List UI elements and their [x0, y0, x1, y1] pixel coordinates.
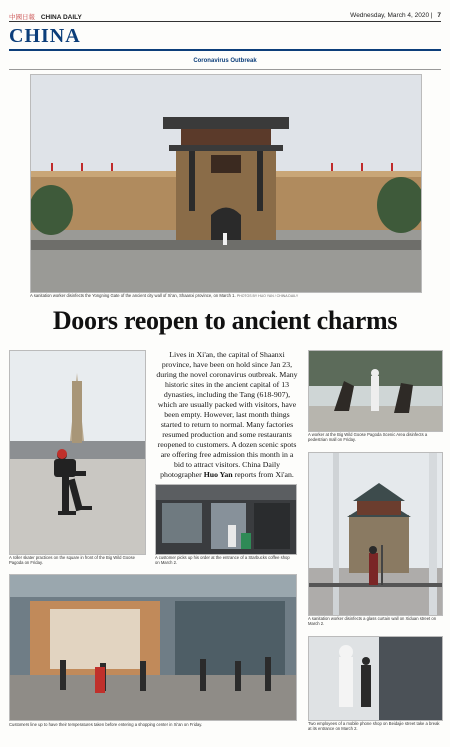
photo-credit: PHOTOS BY HUO YAN / CHINA DAILY — [236, 294, 299, 298]
starbucks-caption: A customer picks up his order at the entrance of a Starbucks coffee shop on March 2. — [155, 555, 290, 565]
statues-caption: A worker at the Big Wild Goose Pagoda Scenic Area disinfects a pedestrian mall on Friday. — [308, 432, 428, 442]
masthead-rule — [9, 21, 441, 22]
main-photo-city-gate — [30, 74, 422, 293]
section-rule — [9, 49, 441, 51]
skater-caption: A roller skater practices on the square in front of the Big Wild Goose Pagoda on Friday. — [9, 555, 135, 565]
bell-tower-photo — [308, 452, 443, 616]
masthead-right: Wednesday, March 4, 2020 | 7 — [350, 12, 441, 19]
kicker-rule — [9, 69, 441, 70]
skater-photo — [9, 350, 146, 555]
kicker: Coronavirus Outbreak — [193, 58, 257, 64]
statues-photo — [308, 350, 443, 432]
main-photo-caption — [30, 293, 420, 299]
starbucks-photo — [155, 484, 297, 555]
mall-caption: Customers line up to have their temperatures taken before entering a shopping center in Xi'an on Friday. — [9, 722, 203, 727]
issue-date: Wednesday, March 4, 2020 — [350, 12, 430, 19]
section-title: CHINA — [9, 25, 81, 47]
headline: Doors reopen to ancient charms — [52, 306, 398, 335]
mall-photo — [9, 574, 297, 721]
masthead-left — [9, 12, 82, 21]
intro-text — [156, 350, 298, 480]
paper-name: CHINA DAILY — [40, 14, 82, 21]
intro-body: Lives in Xi'an, the capital of Shaanxi province, have been on hold since Jan 23, during the novel coronavirus outbreak. Many historic sites in the ancient capital of 13 dynasties, including the Tang (618-907), which are usually packed with visitors, have been empty. However, last month things started to return to normal. Many factories resumed production and some restaurants reopened to customers. A dozen scenic spots are offering free admission this month in a bid to attract visitors. China Daily photographer — [156, 350, 298, 479]
chinese-paper-name: 中國日報 — [9, 14, 35, 21]
bell-tower-caption: A sanitation worker disinfects a glass curtain wall on Xiduan street on March 2. — [308, 616, 437, 626]
phone-shop-caption: Two employees of a mobile phone shop on Beidajie street take a break at its entrance on March 2. — [308, 721, 440, 731]
phone-shop-photo — [308, 636, 443, 721]
intro-tail: reports from Xi'an. — [234, 470, 294, 479]
page-number: 7 — [437, 12, 441, 19]
main-caption-text: A sanitation worker disinfects the Yongning Gate of the ancient city wall of Xi'an, Shaanxi province, on March 1. — [30, 293, 236, 298]
photographer-name: Huo Yan — [203, 470, 233, 479]
